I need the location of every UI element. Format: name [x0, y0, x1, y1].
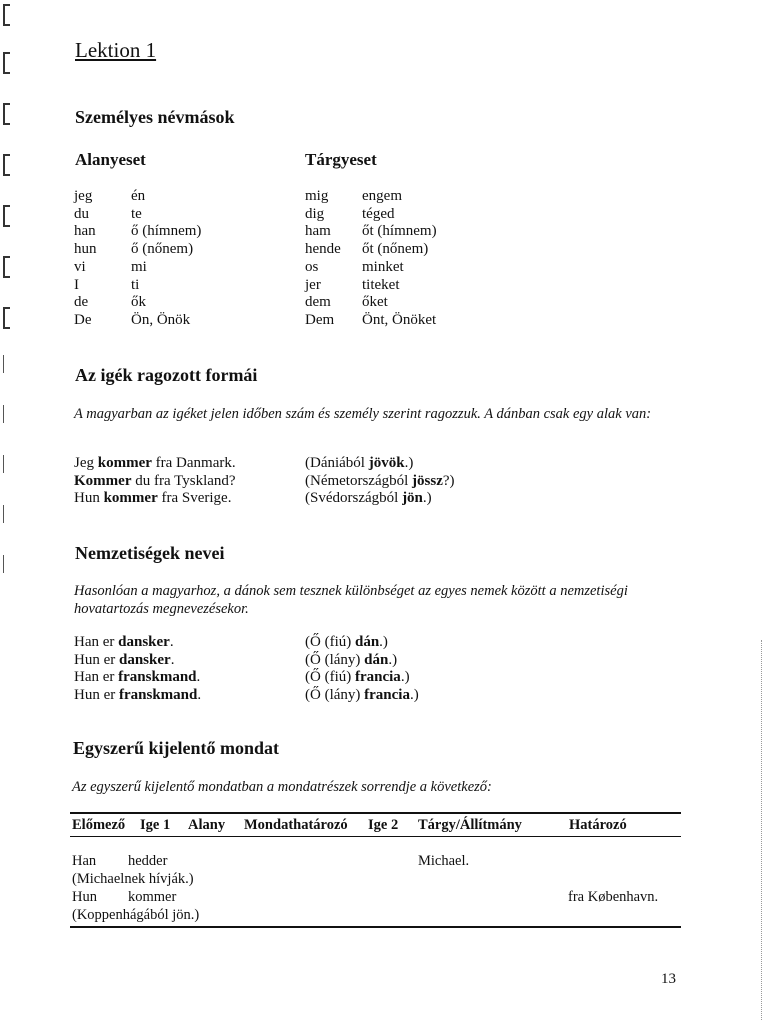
example-text: .): [400, 669, 410, 685]
hungarian-pronoun: te: [131, 205, 142, 222]
hungarian-example-line: [305, 634, 419, 652]
highlighted-word: kommer: [103, 490, 158, 506]
table-cell-subject: Han: [72, 853, 97, 869]
danish-pronoun: hun: [74, 241, 97, 258]
hungarian-example-line: [305, 473, 455, 491]
example-text: .: [170, 651, 175, 668]
nationality-intro: Hasonlóan a magyarhoz, a dánok sem tesznek különbséget az egyes nemek között a nemzetiségi hovatartozás megnevezésekor.: [74, 583, 628, 617]
hungarian-pronoun: őket: [362, 294, 388, 311]
danish-pronoun: Dem: [305, 311, 335, 328]
table-cell-translation: (Koppenhágából jön.): [72, 907, 200, 923]
example-text: (Ő (lány): [305, 686, 365, 703]
table-header: Ige 1: [140, 817, 171, 833]
example-text: ?): [442, 472, 455, 489]
binder-mark: [3, 4, 10, 26]
example-text: .: [196, 669, 201, 685]
binder-mark: [3, 256, 10, 278]
example-text: (Ő (fiú): [305, 634, 355, 650]
danish-pronoun: de: [74, 294, 89, 311]
table-bottom-rule: [70, 926, 681, 928]
table-header: Mondathatározó: [244, 817, 348, 833]
binder-mark: [3, 154, 10, 176]
hungarian-pronoun: őt (nőnem): [362, 241, 429, 258]
example-text: Han er: [74, 669, 119, 685]
hungarian-pronoun: ő (nőnem): [131, 241, 194, 258]
binder-mark: [3, 505, 9, 523]
pronoun-row: [74, 312, 201, 330]
table-cell-verb: kommer: [128, 889, 177, 905]
example-text: (Németországból: [305, 472, 413, 489]
highlighted-word: dansker: [119, 651, 171, 668]
section-heading-conjugation: Az igék ragozott formái: [75, 365, 258, 385]
danish-pronoun: ham: [305, 223, 331, 240]
highlighted-word: Kommer: [74, 472, 132, 489]
example-text: .): [404, 455, 414, 471]
table-header: Előmező: [72, 817, 126, 833]
highlighted-word: francia: [354, 669, 401, 685]
binder-mark: [3, 355, 9, 373]
danish-pronoun: os: [305, 258, 319, 275]
highlighted-word: jövök: [368, 455, 405, 471]
example-text: .: [197, 686, 202, 703]
table-cell-adverbial: fra København.: [568, 889, 659, 905]
hungarian-pronoun: Ön, Önök: [131, 311, 191, 328]
pronoun-row: [305, 188, 437, 206]
binder-mark: [3, 52, 10, 74]
pronoun-row: [74, 206, 201, 224]
hungarian-example-line: [305, 669, 419, 687]
pronoun-row: [305, 259, 437, 277]
example-text: .): [409, 686, 419, 703]
nationality-danish-examples: [74, 634, 201, 704]
danish-pronoun: dig: [305, 205, 325, 222]
hungarian-pronoun: ők: [131, 294, 146, 311]
example-text: Hun er: [74, 651, 119, 668]
pronoun-row: [74, 277, 201, 295]
hungarian-pronoun: mi: [131, 258, 147, 275]
example-text: .): [379, 634, 388, 650]
danish-pronoun: vi: [74, 258, 86, 275]
highlighted-word: franskmand: [119, 686, 198, 703]
example-text: .: [169, 634, 174, 650]
pronoun-row: [305, 312, 437, 330]
table-cell-verb: hedder: [128, 853, 168, 869]
pronoun-row: [305, 241, 437, 259]
danish-example-line: [74, 490, 236, 508]
pronoun-row: [74, 259, 201, 277]
nominative-pronoun-list: [74, 188, 201, 330]
binder-mark: [3, 455, 9, 473]
table-top-rule: [70, 812, 681, 814]
highlighted-word: kommer: [97, 455, 152, 471]
example-text: (Dániából: [305, 455, 369, 471]
simple-sentence-intro: Az egyszerű kijelentő mondatban a mondatrészek sorrendje a következő:: [72, 779, 492, 795]
pronoun-row: [305, 294, 437, 312]
danish-example-line: [74, 634, 201, 652]
danish-example-line: [74, 669, 201, 687]
hungarian-pronoun: ő (hímnem): [131, 223, 202, 240]
example-text: Jeg: [74, 455, 98, 471]
table-cell-object: Michael.: [418, 853, 470, 869]
hungarian-pronoun: én: [131, 188, 146, 204]
hungarian-pronoun: minket: [362, 258, 404, 275]
danish-pronoun: De: [74, 311, 92, 328]
danish-example-line: [74, 455, 236, 473]
lesson-title: Lektion 1: [75, 38, 157, 62]
hungarian-pronoun: téged: [362, 205, 395, 222]
example-text: fra Danmark.: [151, 455, 236, 471]
danish-pronoun: hende: [305, 241, 341, 258]
binder-mark: [3, 307, 10, 329]
example-text: Hun: [74, 490, 104, 506]
danish-example-line: [74, 652, 201, 670]
accusative-heading: Tárgyeset: [305, 150, 377, 169]
hungarian-example-line: [305, 455, 455, 473]
highlighted-word: franskmand: [118, 669, 197, 685]
danish-pronoun: du: [74, 205, 89, 222]
page-edge-shadow: [761, 640, 762, 1020]
hungarian-pronoun: őt (hímnem): [362, 223, 437, 240]
example-text: (Svédországból: [305, 490, 403, 506]
pronoun-row: [74, 294, 201, 312]
hungarian-pronoun: engem: [362, 188, 402, 204]
hungarian-example-line: [305, 652, 419, 670]
pronoun-row: [74, 223, 201, 241]
hungarian-example-line: [305, 490, 455, 508]
binder-mark: [3, 555, 9, 573]
table-header: Tárgy/Állítmány: [418, 817, 522, 833]
accusative-pronoun-list: [305, 188, 437, 330]
binder-mark: [3, 103, 10, 125]
danish-pronoun: I: [74, 276, 79, 293]
danish-pronoun: jer: [305, 276, 321, 293]
danish-example-line: [74, 687, 201, 705]
highlighted-word: dansker: [118, 634, 170, 650]
danish-pronoun: jeg: [74, 188, 93, 204]
example-text: Hun er: [74, 686, 119, 703]
example-text: (Ő (fiú): [305, 669, 355, 685]
highlighted-word: dán: [364, 651, 389, 668]
hungarian-pronoun: Önt, Önöket: [362, 311, 437, 328]
danish-example-line: [74, 473, 236, 491]
nominative-heading: Alanyeset: [75, 150, 146, 169]
example-text: fra Sverige.: [157, 490, 232, 506]
conjugation-danish-examples: [74, 455, 236, 508]
highlighted-word: francia: [364, 686, 410, 703]
binder-mark: [3, 405, 9, 423]
section-heading-pronouns: Személyes névmások: [75, 107, 235, 127]
table-cell-translation: (Michaelnek hívják.): [72, 871, 194, 887]
table-header-rule: [70, 836, 681, 837]
hungarian-pronoun: ti: [131, 276, 140, 293]
binder-mark: [3, 205, 10, 227]
hungarian-pronoun: titeket: [362, 276, 400, 293]
hungarian-example-line: [305, 687, 419, 705]
nationality-hungarian-examples: [305, 634, 419, 704]
page-number: 13: [661, 971, 676, 987]
conjugation-hungarian-examples: [305, 455, 455, 508]
danish-pronoun: dem: [305, 294, 331, 311]
table-header: Alany: [188, 817, 226, 833]
example-text: .): [388, 651, 398, 668]
pronoun-row: [305, 277, 437, 295]
example-text: du fra Tyskland?: [131, 472, 236, 489]
pronoun-row: [74, 241, 201, 259]
table-cell-subject: Hun: [72, 889, 97, 905]
table-header: Ige 2: [368, 817, 399, 833]
pronoun-row: [305, 223, 437, 241]
danish-pronoun: mig: [305, 188, 329, 204]
conjugation-intro: A magyarban az igéket jelen időben szám és személy szerint ragozzuk. A dánban csak egy alak van:: [74, 406, 652, 422]
example-text: .): [422, 490, 432, 506]
highlighted-word: dán: [354, 634, 380, 650]
section-heading-simple-sentence: Egyszerű kijelentő mondat: [73, 738, 279, 758]
table-header: Határozó: [569, 817, 627, 833]
pronoun-row: [305, 206, 437, 224]
section-heading-nationality: Nemzetiségek nevei: [75, 543, 225, 563]
highlighted-word: jössz: [412, 472, 443, 489]
highlighted-word: jön: [402, 490, 423, 506]
pronoun-row: [74, 188, 201, 206]
danish-pronoun: han: [74, 223, 96, 240]
example-text: (Ő (lány): [305, 651, 365, 668]
example-text: Han er: [74, 634, 119, 650]
